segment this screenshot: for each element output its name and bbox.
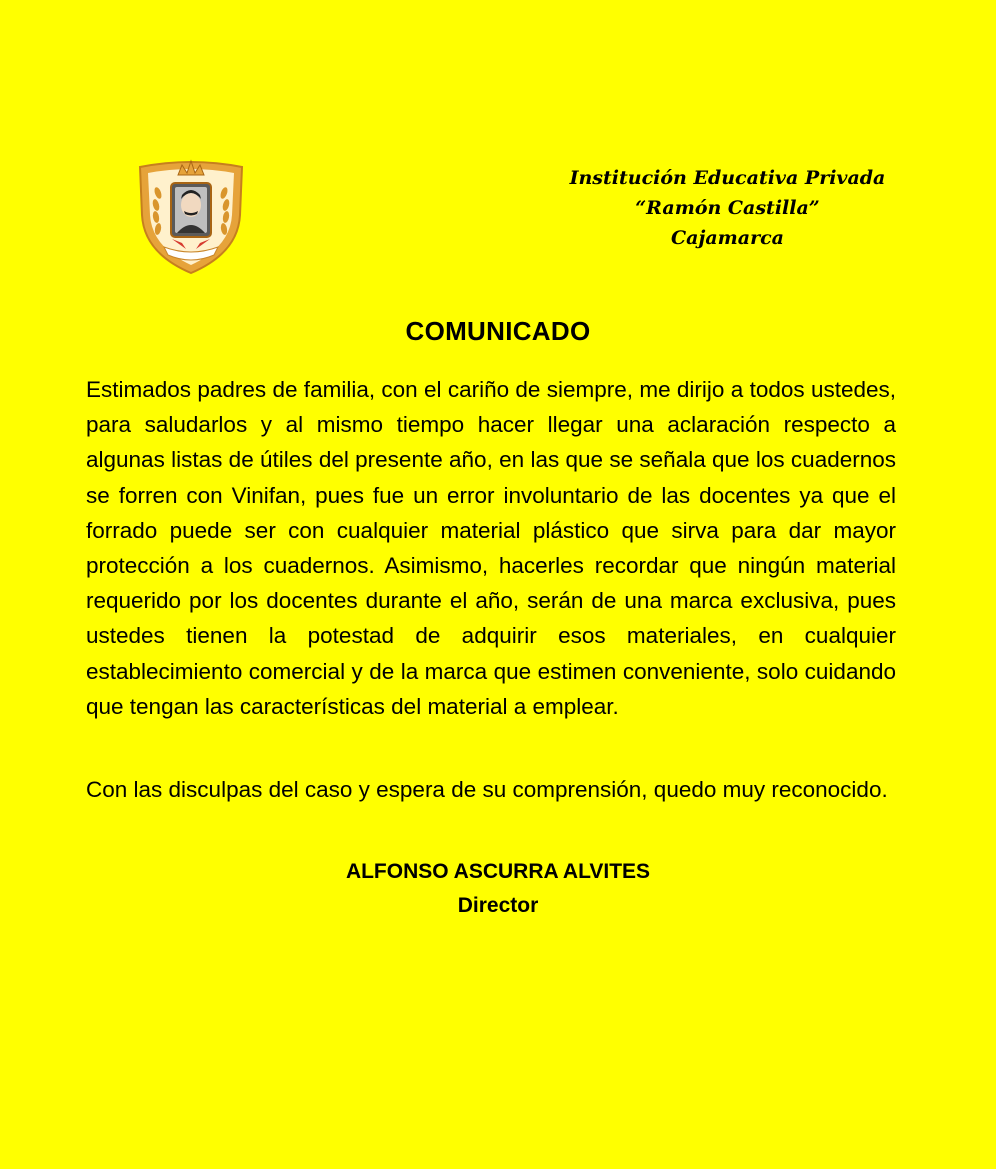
signature-role: Director <box>457 894 539 917</box>
body-paragraph-2: Con las disculpas del caso y espera de su comprensión, quedo muy reconocido. <box>86 777 888 802</box>
institution-header <box>560 163 895 253</box>
signature-name: ALFONSO ASCURRA ALVITES <box>345 860 651 883</box>
institution-type: Institución Educativa Privada <box>569 167 886 189</box>
body-paragraph-1: Estimados padres de familia, con el cariño de siempre, me dirijo a todos ustedes, para saludarlos y al mismo tiempo hacer llegar una aclaración respecto a algunas listas de útiles del presente año, en las que se señala que los cuadernos se forren con Vinifan, pues fue un error involuntario de las docentes ya que el forrado puede ser con cualquier material plástico que sirva para dar mayor protección a los cuadernos. Asimismo, hacerles recordar que ningún material requerido por los docentes durante el año, serán de una marca exclusiva, pues ustedes tienen la potestad de adquirir esos materiales, en cualquier establecimiento comercial y de la marca que estimen conveniente, solo cuidando que tengan las características del material a emplear. <box>86 377 896 719</box>
document-title: COMUNICADO <box>405 316 591 346</box>
institution-name: “Ramón Castilla” <box>635 197 820 219</box>
school-crest-icon <box>134 153 248 277</box>
institution-city: Cajamarca <box>671 227 784 249</box>
